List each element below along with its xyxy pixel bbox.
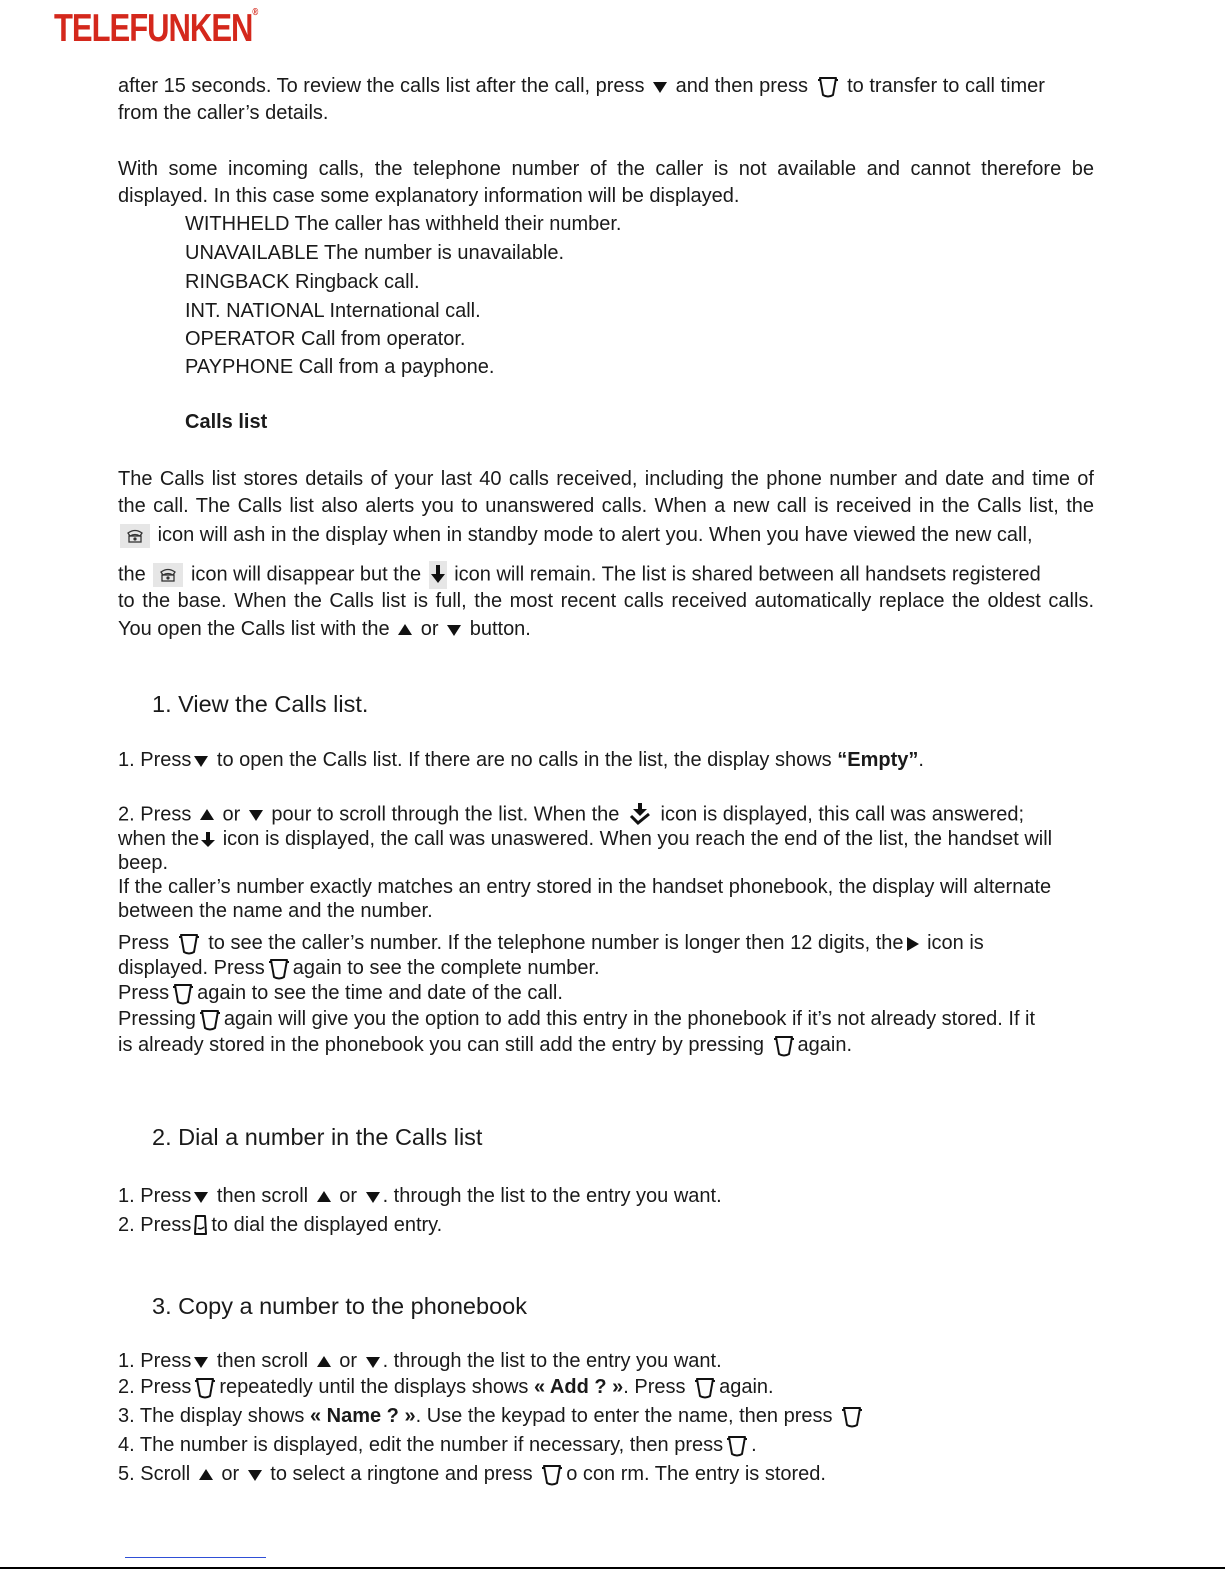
section-1-beep: beep. — [118, 852, 169, 874]
calls-list-para-5: to the base. When the Calls list is full, the most recent calls received automatically replace the oldest calls. — [118, 590, 1094, 612]
code-unavailable: UNAVAILABLE The number is unavailable. — [185, 242, 565, 264]
menu-key-icon — [540, 1463, 564, 1487]
menu-key-icon — [193, 1376, 217, 1400]
phone-icon — [153, 563, 183, 587]
section-1-already-stored: is already stored in the phonebook you can still add the entry by pressing again. — [118, 1034, 853, 1056]
missed-call-icon — [429, 561, 447, 589]
menu-key-icon — [772, 1034, 796, 1058]
section-2-step-2: 2. Press to dial the displayed entry. — [118, 1214, 443, 1236]
menu-key-icon — [177, 932, 201, 956]
answered-call-icon — [627, 802, 653, 828]
down-arrow-icon — [365, 1190, 381, 1204]
section-3-step-2: 2. Press repeatedly until the displays shows « Add ? ». Press again. — [118, 1376, 774, 1398]
section-3-step-4: 4. The number is displayed, edit the number if necessary, then press . — [118, 1434, 757, 1456]
up-arrow-icon — [198, 1468, 214, 1482]
up-arrow-icon — [316, 1355, 332, 1369]
code-payphone: PAYPHONE Call from a payphone. — [185, 356, 495, 378]
intro-line-1: after 15 seconds. To review the calls list after the call, press and then press to transfer to call timer — [118, 75, 1045, 97]
calls-list-para-4: the icon will disappear but the icon will remain. The list is shared between all handsets registered — [118, 561, 1041, 585]
down-arrow-icon — [193, 1190, 209, 1204]
calls-list-heading: Calls list — [185, 411, 268, 433]
code-operator: OPERATOR Call from operator. — [185, 328, 466, 350]
section-1-step-2: 2. Press or pour to scroll through the list. When the icon is displayed, this call was answered; — [118, 802, 1024, 826]
section-1-step-1: 1. Press to open the Calls list. If there are no calls in the list, the display shows “Empty”. — [118, 749, 924, 771]
section-3-step-1: 1. Press then scroll or . through the list to the entry you want. — [118, 1350, 722, 1372]
section-1-heading: 1. View the Calls list. — [152, 691, 369, 717]
section-1-complete-number: displayed. Press again to see the complete number. — [118, 957, 600, 979]
talk-key-icon — [193, 1214, 209, 1238]
menu-key-icon — [840, 1405, 864, 1429]
menu-key-icon — [198, 1008, 222, 1032]
phone-icon — [120, 524, 150, 548]
section-1-alternate: between the name and the number. — [118, 900, 433, 922]
section-1-add-entry: Pressing again will give you the option to add this entry in the phonebook if it’s not already stored. If it — [118, 1008, 1036, 1030]
section-1-time-date: Press again to see the time and date of the call. — [118, 982, 563, 1004]
intro-line-2: from the caller’s details. — [118, 102, 329, 124]
section-2-step-1: 1. Press then scroll or . through the list to the entry you want. — [118, 1185, 722, 1207]
down-arrow-icon — [248, 808, 264, 822]
section-3-step-3: 3. The display shows « Name ? ». Use the keypad to enter the name, then press — [118, 1404, 866, 1428]
footer-link-underline — [125, 1557, 266, 1558]
calls-list-para-6: You open the Calls list with the or button. — [118, 618, 531, 640]
down-arrow-icon — [652, 80, 668, 94]
calls-list-para-1: The Calls list stores details of your last 40 calls received, including the phone number and date and time of — [118, 468, 1094, 490]
menu-key-icon — [725, 1434, 749, 1458]
menu-key-icon — [693, 1376, 717, 1400]
down-arrow-icon — [247, 1468, 263, 1482]
down-arrow-icon — [446, 623, 462, 637]
code-withheld: WITHHELD The caller has withheld their number. — [185, 213, 622, 235]
down-arrow-icon — [193, 1355, 209, 1369]
down-arrow-icon — [365, 1355, 381, 1369]
section-1-press-menu: Press to see the caller’s number. If the telephone number is longer then 12 digits, the icon is — [118, 932, 984, 954]
right-arrow-icon — [906, 936, 920, 952]
up-arrow-icon — [199, 808, 215, 822]
calls-list-para-3: icon will ash in the display when in standby mode to alert you. When you have viewed the new call, — [118, 523, 1033, 547]
section-3-step-5: 5. Scroll or to select a ringtone and press o con rm. The entry is stored. — [118, 1463, 826, 1485]
footer-rule — [0, 1567, 1225, 1569]
code-international: INT. NATIONAL International call. — [185, 300, 481, 322]
calls-list-para-2: the call. The Calls list also alerts you to unanswered calls. When a new call is received in the Calls list, the — [118, 495, 1094, 517]
down-arrow-icon — [193, 754, 209, 768]
missed-call-icon — [201, 831, 215, 849]
section-2-heading: 2. Dial a number in the Calls list — [152, 1124, 483, 1150]
up-arrow-icon — [397, 623, 413, 637]
intro-line-4: displayed. In this case some explanatory information will be displayed. — [118, 185, 740, 207]
menu-key-icon — [267, 957, 291, 981]
telefunken-logo: TELEFUNKEN® — [54, 6, 259, 50]
up-arrow-icon — [316, 1190, 332, 1204]
section-1-match: If the caller’s number exactly matches an entry stored in the handset phonebook, the display will alternate — [118, 876, 1052, 898]
intro-line-3: With some incoming calls, the telephone number of the caller is not available and cannot therefore be — [118, 158, 1094, 180]
section-3-heading: 3. Copy a number to the phonebook — [152, 1293, 527, 1319]
menu-key-icon — [171, 982, 195, 1006]
section-1-step-2-cont: when the icon is displayed, the call was unaswered. When you reach the end of the list, the handset will — [118, 828, 1053, 850]
code-ringback: RINGBACK Ringback call. — [185, 271, 420, 293]
menu-key-icon — [816, 75, 840, 99]
